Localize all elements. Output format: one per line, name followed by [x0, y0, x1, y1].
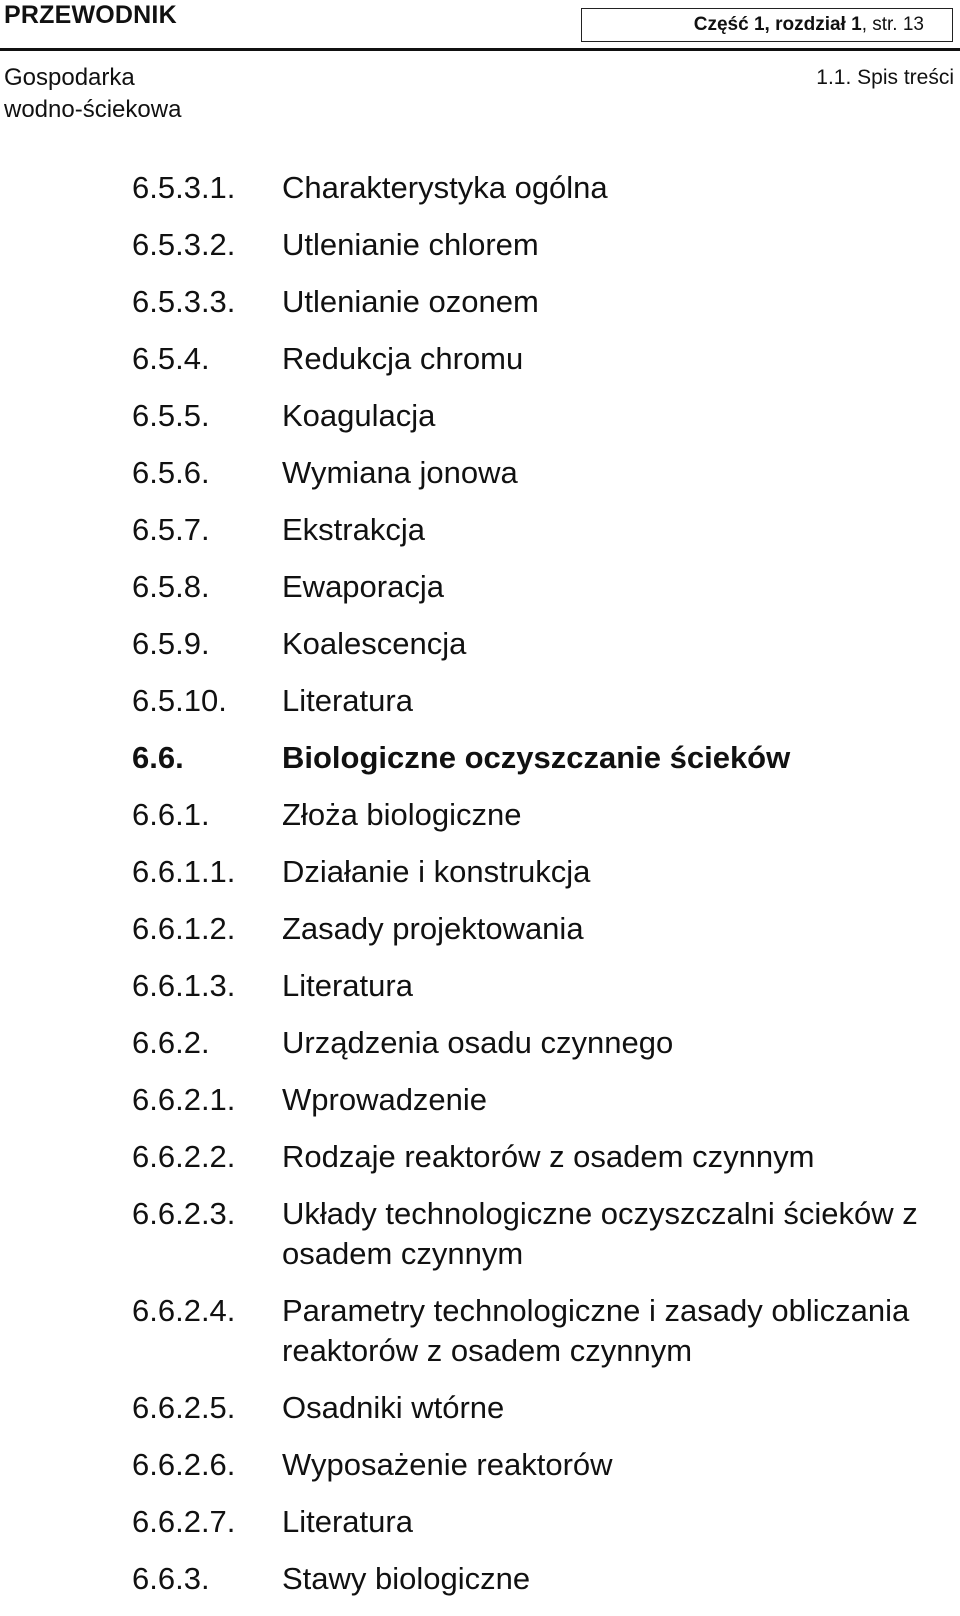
toc-entry [132, 1559, 952, 1599]
toc-entry-title: Urządzenia osadu czynnego [282, 1025, 674, 1060]
toc-entry-number: 6.6.2.1. [132, 1082, 236, 1117]
toc-entry [132, 1194, 952, 1274]
toc-entry-number: 6.5.7. [132, 512, 210, 547]
subject-line-1: Gospodarka [4, 64, 135, 91]
toc-entry-number: 6.6. [132, 740, 184, 775]
toc-entry-title: Parametry technologiczne i zasady obliczania reaktorów z osadem czynnym [282, 1293, 910, 1368]
part-chapter-page-box [581, 8, 953, 42]
toc-entry-number: 6.6.2. [132, 1025, 210, 1060]
toc-entry [132, 567, 952, 607]
toc-entry-title: Osadniki wtórne [282, 1390, 505, 1425]
toc-entry-number: 6.6.2.7. [132, 1504, 236, 1539]
toc-entry-number: 6.6.3. [132, 1561, 210, 1596]
header-rule [0, 48, 960, 51]
toc-entry-number: 6.5.3.3. [132, 284, 236, 319]
toc-entry-number: 6.6.1.2. [132, 911, 236, 946]
toc-entry-title: Literatura [282, 1504, 413, 1539]
toc-entry-number: 6.5.6. [132, 455, 210, 490]
page-reference: , str. 13 [861, 14, 924, 35]
toc-entry-number: 6.5.9. [132, 626, 210, 661]
toc-entry [132, 339, 952, 379]
toc-entry [132, 1445, 952, 1485]
toc-entry-number: 6.6.1.1. [132, 854, 236, 889]
part-number: 1 [753, 14, 765, 35]
toc-entry-title: Koagulacja [282, 398, 436, 433]
toc-entry-title: Ewaporacja [282, 569, 444, 604]
toc-entry-title: Ekstrakcja [282, 512, 425, 547]
toc-entry [132, 1023, 952, 1063]
toc-entry [132, 681, 952, 721]
toc-entry-number: 6.6.2.5. [132, 1390, 236, 1425]
toc-entry-number: 6.5.10. [132, 683, 227, 718]
toc-entry-number: 6.6.2.6. [132, 1447, 236, 1482]
subject-area [4, 62, 181, 126]
toc-entry-title: Złoża biologiczne [282, 797, 522, 832]
toc-entry-title: Rodzaje reaktorów z osadem czynnym [282, 1139, 815, 1174]
part-label: Część [693, 14, 754, 35]
toc-entry [132, 738, 952, 778]
toc-entry [132, 966, 952, 1006]
table-of-contents [132, 168, 952, 1616]
subject-line-2: wodno-ściekowa [4, 96, 182, 123]
toc-entry-title: Wymiana jonowa [282, 455, 518, 490]
chapter-number: 1 [851, 14, 862, 35]
chapter-label: , rozdział [764, 14, 852, 35]
toc-entry [132, 1137, 952, 1177]
toc-entry-number: 6.5.3.1. [132, 170, 236, 205]
toc-entry-title: Redukcja chromu [282, 341, 524, 376]
toc-entry-number: 6.5.4. [132, 341, 210, 376]
toc-entry [132, 1502, 952, 1542]
toc-entry-title: Zasady projektowania [282, 911, 584, 946]
toc-entry-title: Charakterystyka ogólna [282, 170, 608, 205]
section-reference: 1.1. Spis treści [816, 66, 954, 89]
toc-entry-title: Utlenianie ozonem [282, 284, 539, 319]
toc-entry-number: 6.6.1. [132, 797, 210, 832]
toc-entry-number: 6.5.3.2. [132, 227, 236, 262]
toc-entry-title: Literatura [282, 968, 413, 1003]
toc-entry [132, 1080, 952, 1120]
toc-entry [132, 1388, 952, 1428]
toc-entry-number: 6.5.5. [132, 398, 210, 433]
toc-entry [132, 225, 952, 265]
toc-entry [132, 795, 952, 835]
toc-entry-title: Biologiczne oczyszczanie ścieków [282, 740, 791, 775]
toc-entry [132, 453, 952, 493]
toc-entry-title: Układy technologiczne oczyszczalni ścieków z osadem czynnym [282, 1196, 918, 1271]
toc-entry-number: 6.6.2.4. [132, 1293, 236, 1328]
toc-entry [132, 510, 952, 550]
toc-entry [132, 1291, 952, 1371]
toc-entry-title: Stawy biologiczne [282, 1561, 531, 1596]
toc-entry-title: Utlenianie chlorem [282, 227, 539, 262]
toc-entry [132, 852, 952, 892]
toc-entry-title: Działanie i konstrukcja [282, 854, 591, 889]
toc-entry-number: 6.6.2.2. [132, 1139, 236, 1174]
toc-entry [132, 396, 952, 436]
toc-entry-title: Koalescencja [282, 626, 467, 661]
toc-entry-title: Wprowadzenie [282, 1082, 488, 1117]
toc-entry [132, 624, 952, 664]
toc-entry-number: 6.5.8. [132, 569, 210, 604]
toc-entry-number: 6.6.1.3. [132, 968, 236, 1003]
toc-entry-number: 6.6.2.3. [132, 1196, 236, 1231]
publication-title: PRZEWODNIK [4, 1, 177, 29]
toc-entry [132, 168, 952, 208]
toc-entry-title: Literatura [282, 683, 413, 718]
toc-entry-title: Wyposażenie reaktorów [282, 1447, 613, 1482]
toc-entry [132, 909, 952, 949]
toc-entry [132, 282, 952, 322]
